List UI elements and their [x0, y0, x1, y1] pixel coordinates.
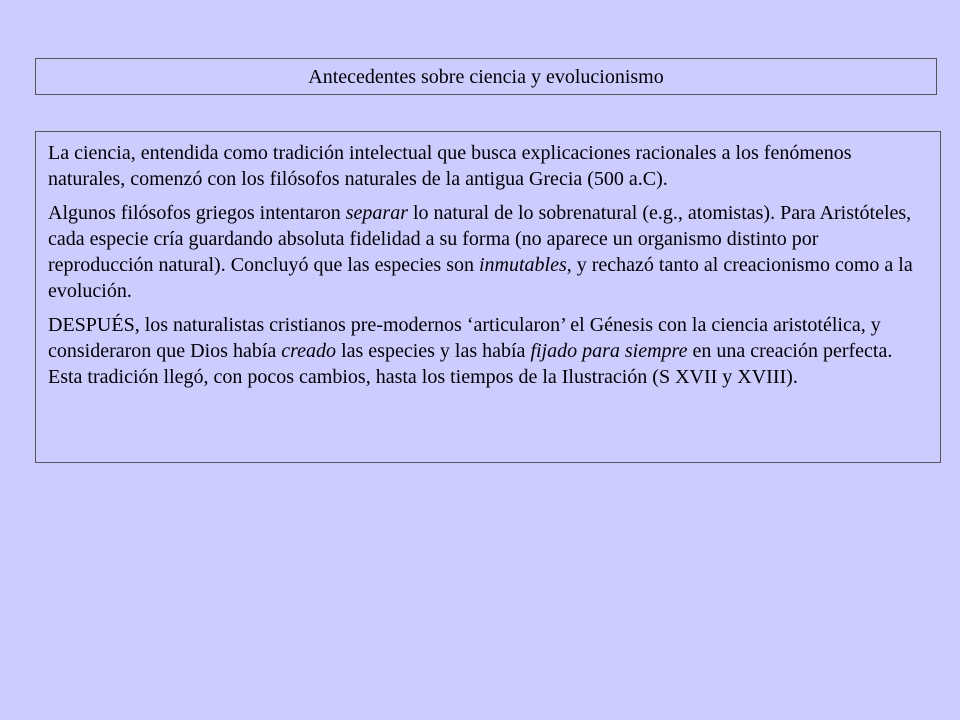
paragraph-3-emphasis-fijado: fijado para siempre: [530, 340, 688, 362]
paragraph-2-emphasis-separar: separar: [345, 202, 408, 224]
paragraph-3-run-5: en una creación perfecta. Esta tradición llegó, con pocos cambios, hasta los tiempos de la Ilustración (S XVII y XVIII).: [48, 340, 893, 388]
paragraph-2-emphasis-inmutables: inmutables: [478, 254, 567, 276]
slide-body-box: [35, 131, 941, 463]
paragraph-3: [48, 312, 928, 390]
paragraph-1-run-1: La ciencia, entendida como tradición intelectual que busca explicaciones racionales a los fenómenos naturales, comenzó con los filósofos naturales de la antigua Grecia (500 a.C).: [48, 142, 852, 190]
paragraph-1: [48, 140, 928, 192]
slide-title: Antecedentes sobre ciencia y evolucionismo: [308, 65, 664, 88]
paragraph-2: [48, 200, 928, 304]
paragraph-3-emphasis-creado: creado: [281, 340, 337, 362]
slide-title-box: [35, 58, 937, 95]
paragraph-3-run-3: las especies y las había: [336, 340, 531, 362]
paragraph-2-run-1: Algunos filósofos griegos intentaron: [48, 202, 346, 224]
paragraph-2-run-5: , y rechazó tanto al creacionismo como a la evolución.: [48, 254, 913, 302]
paragraph-3-run-1: DESPUÉS, los naturalistas cristianos pre-modernos ‘articularon’ el Génesis con la ciencia aristotélica, y consideraron que Dios había: [48, 314, 881, 362]
paragraph-2-run-3: lo natural de lo sobrenatural (e.g., atomistas). Para Aristóteles, cada especie cría guardando absoluta fidelidad a su forma (no aparece un organismo distinto por reproducción natural). Concluyó que las especies son: [48, 202, 912, 276]
